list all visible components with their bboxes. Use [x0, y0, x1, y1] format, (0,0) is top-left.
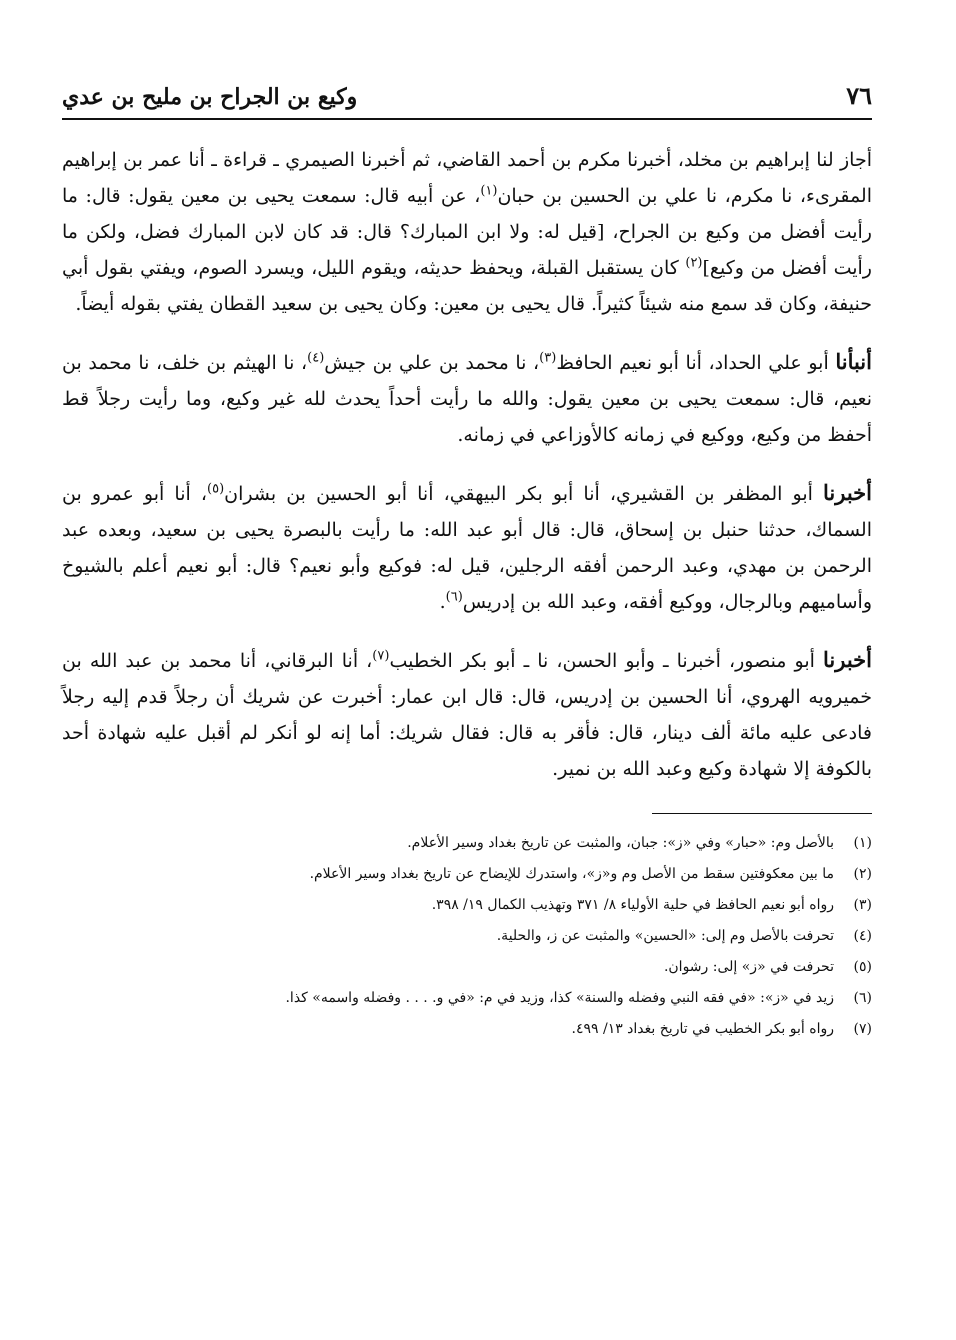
paragraph-text: كان يستقبل القبلة، ويحفظ حديثه، ويقوم الليل، ويسرد الصوم، ويفتي بقول أبي حنيفة، وكان قد سمع منه شيئاً كثيراً. قال يحيى بن معين: وكان يحيى بن سعيد القطان يفتي بقوله أيضاً.: [62, 257, 872, 315]
footnote-text: تحرفت في «ز» إلى: رشوان.: [663, 959, 834, 975]
paragraph-2: [62, 344, 872, 453]
footnote-text: زيد في «ز»: «في فقه النبي وفضله والسنة» كذا، وزيد في م: «في و. . . . وفضله واسمه» كذا.: [285, 990, 834, 1006]
running-title: وكيع بن الجراح بن مليح بن عدي: [62, 84, 358, 110]
paragraph-text: أبو المظفر بن القشيري، أنا أبو بكر البيهقي، أنا أبو الحسين بن بشران: [224, 483, 824, 505]
paragraph-1: [62, 142, 872, 322]
footnote-1: [62, 828, 872, 859]
footnote-ref: (٣): [539, 350, 557, 366]
footnote-5: [62, 952, 872, 983]
footnote-ref: (١): [480, 183, 498, 199]
footnote-3: [62, 890, 872, 921]
footnote-6: [62, 983, 872, 1014]
footnote-ref: (٤): [307, 350, 325, 366]
paragraph-text: ، أنا أبو عمرو بن السماك، حدثنا حنبل بن إسحاق، قال: قال أبو عبد الله: ما رأيت بالبصرة يحيى بن سعيد، وبعده عبد الرحمن بن مهدي، وعبد الرحمن أفقه الرجلين، قيل له: فوكيع وأبو نعيم؟ قال: أبو نعيم أعلم بالشيوخ وأساميهم وبالرجال، ووكيع أفقه، وعبد الله بن إدريس: [62, 483, 872, 613]
footnote-ref: (٦): [445, 589, 463, 605]
paragraph-text: أجاز لنا إبراهيم بن مخلد، أخبرنا مكرم بن أحمد القاضي، ثم أخبرنا الصيمري ـ قراءة ـ أنا عمر بن إبراهيم المقرىء، نا مكرم، نا علي بن الحسين بن حبان: [62, 149, 872, 207]
paragraph-lead: أنبأنا: [835, 349, 872, 374]
paragraph-3: [62, 475, 872, 620]
footnote-number: (٤): [853, 928, 872, 944]
footnotes: [62, 828, 872, 1045]
footnote-4: [62, 921, 872, 952]
paragraph-lead: أخبرنا: [823, 480, 872, 505]
paragraph-text: .: [439, 591, 446, 613]
page-header: [62, 70, 872, 120]
footnote-text: رواه أبو نعيم الحافظ في حلية الأولياء ٨/ ٣٧١ وتهذيب الكمال ١٩/ ٣٩٨.: [431, 897, 834, 913]
paragraph-text: ، نا محمد بن علي بن جيش: [324, 352, 540, 374]
footnote-ref: (٢): [685, 255, 703, 271]
paragraph-4: [62, 642, 872, 787]
footnote-number: (١): [853, 835, 872, 851]
footnote-text: تحرفت بالأصل وم إلى: «الحسين» والمثبت عن ز، والحلية.: [496, 928, 834, 944]
footnote-text: ما بين معكوفتين سقط من الأصل وم و«ز»، واستدرك للإيضاح عن تاريخ بغداد وسير الأعلام.: [309, 866, 834, 882]
paragraph-lead: أخبرنا: [823, 647, 872, 672]
book-page: [62, 70, 872, 1045]
footnote-number: (٢): [853, 866, 872, 882]
footnote-text: بالأصل وم: «حبار» وفي «ز»: جبان، والمثبت عن تاريخ بغداد وسير الأعلام.: [407, 835, 834, 851]
page-number: ٧٦: [846, 81, 872, 110]
paragraph-text: أبو منصور، أخبرنا ـ وأبو الحسن، نا ـ أبو بكر الخطيب: [389, 650, 824, 672]
footnote-7: [62, 1014, 872, 1045]
footnote-2: [62, 859, 872, 890]
paragraph-text: ، نا الهيثم بن خلف، نا محمد بن نعيم، قال: سمعت يحيى بن معين يقول: والله ما رأيت أحداً يحدث لله غير وكيع، وما رأيت رجلاً قط أحفظ من وكيع، ووكيع في زمانه كالأوزاعي في زمانه.: [62, 352, 872, 446]
footnote-number: (٥): [853, 959, 872, 975]
footnote-divider: [652, 813, 872, 814]
footnote-number: (٦): [853, 990, 872, 1006]
paragraph-text: أبو علي الحداد، أنا أبو نعيم الحافظ: [556, 352, 836, 374]
footnote-ref: (٥): [207, 481, 225, 497]
footnote-ref: (٧): [372, 648, 390, 664]
paragraph-text: ، عن أبيه قال: سمعت يحيى بن معين يقول: قال: ما رأيت أفضل من وكيع بن الجراح، [قيل له: ولا ابن المبارك؟ قال: قد كان لابن المبارك فضل، ولكن ما رأيت أفضل من وكيع]: [62, 185, 872, 279]
footnote-text: رواه أبو بكر الخطيب في تاريخ بغداد ١٣/ ٤٩٩.: [571, 1021, 834, 1037]
paragraph-text: ، أنا البرقاني، أنا محمد بن عبد الله بن خميرويه الهروي، أنا الحسين بن إدريس، قال: قال ابن عمار: أخبرت عن شريك أن رجلاً قدم إليه رجلاً فادعى عليه مائة ألف دينار، قال: فأقر به قال: فقال شريك: أما إنه لو أنكر لم أقبل عليه شهادة أحد بالكوفة إلا شهادة وكيع وعبد الله بن نمير.: [62, 650, 872, 780]
body-text: [62, 142, 872, 787]
footnote-number: (٣): [853, 897, 872, 913]
footnote-number: (٧): [853, 1021, 872, 1037]
